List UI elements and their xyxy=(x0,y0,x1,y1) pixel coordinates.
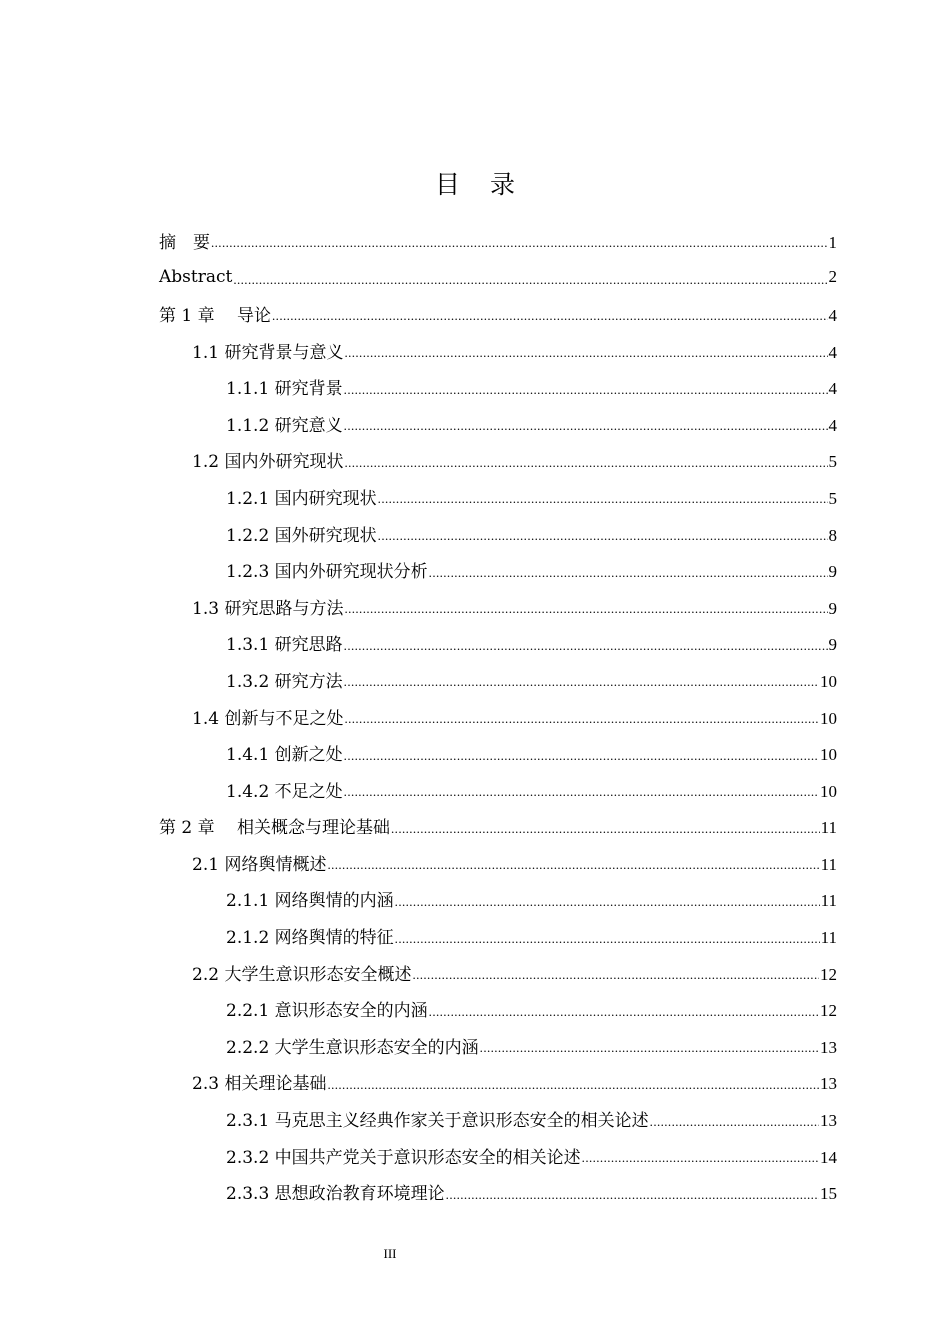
toc-entry-page: 4 xyxy=(828,342,837,362)
toc-dot-leader xyxy=(344,418,828,434)
toc-dot-leader xyxy=(391,821,820,837)
toc-entry[interactable] xyxy=(0,1173,950,1210)
toc-entry[interactable] xyxy=(0,295,950,332)
toc-entry-page: 9 xyxy=(828,635,837,655)
toc-entry[interactable] xyxy=(0,771,950,808)
toc-dot-leader xyxy=(344,382,828,398)
toc-entry-page: 13 xyxy=(820,1074,837,1094)
toc-entry-page: 12 xyxy=(820,964,837,984)
toc-dot-leader xyxy=(429,1004,819,1020)
toc-entry[interactable] xyxy=(0,222,950,259)
toc-entry-page: 13 xyxy=(820,1111,837,1131)
toc-entry[interactable] xyxy=(0,1100,950,1137)
toc-entry-label: 2.2 大学生意识形态安全概述 xyxy=(192,964,412,985)
toc-entry-label: Abstract xyxy=(159,266,233,287)
toc-entry[interactable] xyxy=(0,368,950,405)
toc-entry[interactable] xyxy=(0,954,950,991)
toc-entry[interactable] xyxy=(0,808,950,845)
toc-entry-page: 1 xyxy=(828,232,837,252)
toc-entry-page: 13 xyxy=(820,1037,837,1057)
toc-dot-leader xyxy=(272,308,827,324)
toc-entry-label: 1.4.2 不足之处 xyxy=(226,781,343,802)
toc-dot-leader xyxy=(233,272,827,288)
toc-entry-page: 11 xyxy=(820,854,837,874)
toc-entry-page: 11 xyxy=(820,818,837,838)
toc-entry[interactable] xyxy=(0,515,950,552)
toc-entry[interactable] xyxy=(0,332,950,369)
toc-entry-page: 10 xyxy=(820,671,837,691)
table-of-contents xyxy=(0,222,950,1210)
toc-entry[interactable] xyxy=(0,661,950,698)
toc-entry-label: 1.1 研究背景与意义 xyxy=(192,342,344,363)
toc-entry[interactable] xyxy=(0,259,950,296)
toc-dot-leader xyxy=(582,1150,819,1166)
toc-entry[interactable] xyxy=(0,588,950,625)
toc-dot-leader xyxy=(446,1187,819,1203)
toc-entry-label: 2.2.1 意识形态安全的内涵 xyxy=(226,1001,428,1022)
toc-entry-page: 12 xyxy=(820,1001,837,1021)
toc-entry-page: 10 xyxy=(820,708,837,728)
toc-dot-leader xyxy=(412,967,819,983)
toc-entry[interactable] xyxy=(0,734,950,771)
toc-entry[interactable] xyxy=(0,478,950,515)
toc-entry-label: 1.4.1 创新之处 xyxy=(226,745,343,766)
toc-entry-label: 2.1.2 网络舆情的特征 xyxy=(226,928,394,949)
toc-dot-leader xyxy=(395,894,820,910)
toc-entry-label: 1.1.2 研究意义 xyxy=(226,415,343,436)
toc-entry-page: 10 xyxy=(820,781,837,801)
toc-dot-leader xyxy=(344,455,827,471)
toc-entry[interactable] xyxy=(0,625,950,662)
toc-entry-label: 2.3.3 思想政治教育环境理论 xyxy=(226,1184,445,1205)
toc-entry-label: 1.1.1 研究背景 xyxy=(226,379,343,400)
toc-entry-page: 9 xyxy=(828,562,837,582)
toc-entry-label: 1.3.2 研究方法 xyxy=(226,671,343,692)
toc-entry-label: 摘 要 xyxy=(159,232,210,253)
toc-entry-page: 15 xyxy=(820,1184,837,1204)
title-char-1: 目 xyxy=(434,170,460,199)
toc-dot-leader xyxy=(395,931,820,947)
toc-dot-leader xyxy=(344,638,828,654)
page-number: III xyxy=(383,1246,397,1261)
toc-entry-label: 1.4 创新与不足之处 xyxy=(192,708,344,729)
toc-entry-page: 10 xyxy=(820,745,837,765)
toc-entry-label: 1.3 研究思路与方法 xyxy=(192,598,344,619)
toc-entry[interactable] xyxy=(0,917,950,954)
toc-entry-label: 2.1.1 网络舆情的内涵 xyxy=(226,891,394,912)
toc-dot-leader xyxy=(344,345,827,361)
toc-entry-page: 4 xyxy=(828,379,837,399)
toc-entry-page: 4 xyxy=(828,415,837,435)
toc-entry-label: 1.2.1 国内研究现状 xyxy=(226,488,377,509)
toc-entry-page: 14 xyxy=(820,1147,837,1167)
toc-entry[interactable] xyxy=(0,844,950,881)
toc-dot-leader xyxy=(480,1040,819,1056)
toc-entry[interactable] xyxy=(0,990,950,1027)
toc-entry-label: 1.3.1 研究思路 xyxy=(226,635,343,656)
toc-entry[interactable] xyxy=(0,405,950,442)
toc-dot-leader xyxy=(378,528,828,544)
toc-dot-leader xyxy=(344,784,819,800)
toc-dot-leader xyxy=(344,711,819,727)
toc-entry-page: 5 xyxy=(828,488,837,508)
toc-entry-page: 8 xyxy=(828,525,837,545)
toc-entry-label: 1.2.3 国内外研究现状分析 xyxy=(226,562,428,583)
toc-dot-leader xyxy=(344,601,827,617)
toc-entry-page: 11 xyxy=(820,928,837,948)
toc-dot-leader xyxy=(327,1077,819,1093)
toc-dot-leader xyxy=(344,748,819,764)
toc-dot-leader xyxy=(211,235,828,251)
toc-entry-label: 1.2 国内外研究现状 xyxy=(192,452,344,473)
toc-entry-label: 2.2.2 大学生意识形态安全的内涵 xyxy=(226,1037,479,1058)
toc-entry-page: 9 xyxy=(828,598,837,618)
toc-dot-leader xyxy=(378,491,828,507)
toc-entry[interactable] xyxy=(0,1064,950,1101)
toc-entry-label: 1.2.2 国外研究现状 xyxy=(226,525,377,546)
toc-entry[interactable] xyxy=(0,1137,950,1174)
toc-entry[interactable] xyxy=(0,698,950,735)
title-char-2: 录 xyxy=(490,170,516,199)
page-title xyxy=(0,165,950,201)
toc-entry-label: 2.3.2 中国共产党关于意识形态安全的相关论述 xyxy=(226,1147,581,1168)
toc-dot-leader xyxy=(327,857,819,873)
toc-entry-label: 2.3.1 马克思主义经典作家关于意识形态安全的相关论述 xyxy=(226,1111,649,1132)
toc-entry-label: 2.1 网络舆情概述 xyxy=(192,854,327,875)
toc-entry-page: 2 xyxy=(828,266,837,286)
toc-entry-page: 5 xyxy=(828,452,837,472)
toc-entry[interactable] xyxy=(0,1027,950,1064)
toc-entry-label: 2.3 相关理论基础 xyxy=(192,1074,327,1095)
toc-entry[interactable] xyxy=(0,442,950,479)
toc-dot-leader xyxy=(650,1114,819,1130)
toc-entry[interactable] xyxy=(0,551,950,588)
toc-entry-label: 第 2 章 相关概念与理论基础 xyxy=(159,818,391,839)
toc-dot-leader xyxy=(344,674,819,690)
toc-entry-page: 11 xyxy=(820,891,837,911)
toc-entry-page: 4 xyxy=(828,305,837,325)
toc-entry-label: 第 1 章 导论 xyxy=(159,305,272,326)
toc-dot-leader xyxy=(429,565,828,581)
toc-entry[interactable] xyxy=(0,881,950,918)
